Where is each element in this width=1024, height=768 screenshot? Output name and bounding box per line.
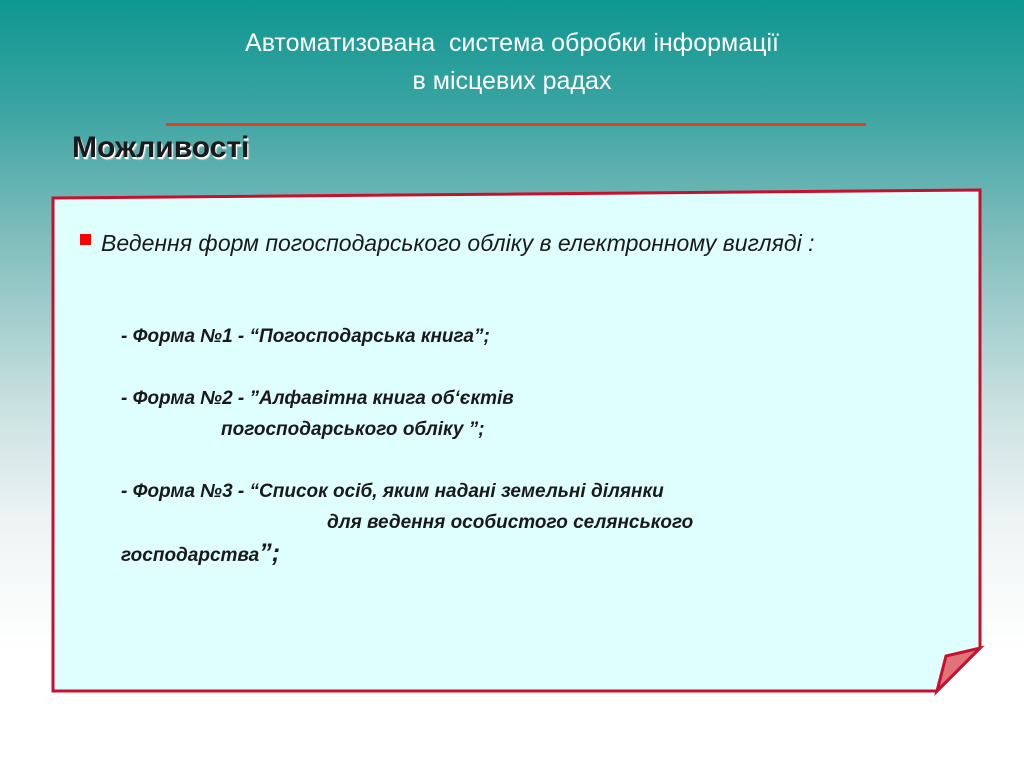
form-list (121, 321, 693, 602)
form-3-line-3 (121, 538, 693, 571)
section-heading: Можливості (72, 131, 250, 164)
lead-text: Ведення форм погосподарського обліку в електронному вигляді : (101, 230, 815, 256)
form-3-line-3-end: ”; (259, 539, 281, 567)
slide-title-line-2: в місцевих радах (412, 67, 612, 95)
list-item (121, 321, 693, 352)
list-item (121, 476, 693, 571)
slide-title-line-1: Автоматизована система обробки інформації (245, 29, 779, 57)
card-content (80, 226, 960, 260)
form-3-line-2: для ведення особистого селянського (327, 512, 694, 533)
square-bullet-icon (80, 234, 91, 245)
form-1-line-1: - Форма №1 - “Погосподарська книга”; (121, 326, 490, 347)
form-3-line-3-text: господарства (121, 545, 260, 566)
lead-item (80, 226, 960, 260)
form-2-line-1: - Форма №2 - ”Алфавітна книга об‘єктів (121, 388, 514, 409)
form-3-line-1: - Форма №3 - “Список осіб, яким надані земельні ділянки (121, 481, 664, 502)
list-item (121, 383, 693, 445)
form-2-line-2: погосподарського обліку ”; (221, 419, 485, 440)
